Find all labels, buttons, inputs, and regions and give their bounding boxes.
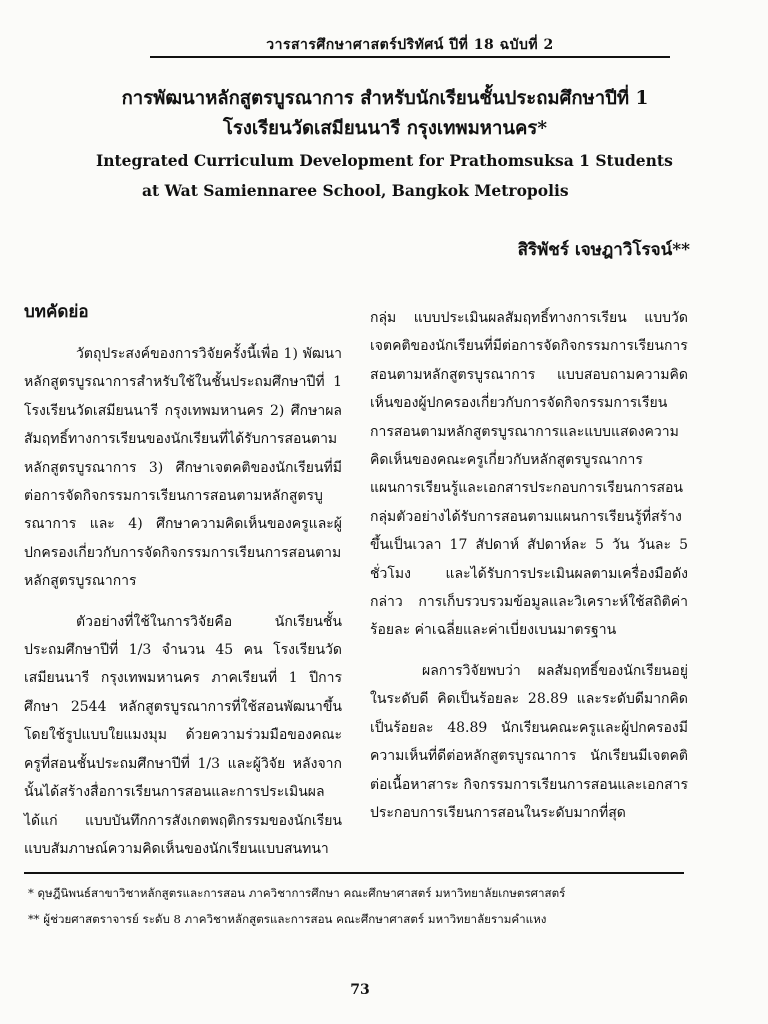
title-th-line-1: การพัฒนาหลักสูตรบูรณาการ สำหรับนักเรียนชั้นประถมศึกษาปีที่ 1 xyxy=(121,88,649,109)
footnote-dissertation: * ดุษฎีนิพนธ์สาขาวิชาหลักสูตรและการสอน ภาควิชาการศึกษา คณะศึกษาศาสตร์ มหาวิทยาลัยเกษตรศาสตร์ xyxy=(28,886,566,900)
abstract-paragraph-sample: ตัวอย่างที่ใช้ในการวิจัยคือ นักเรียนชั้นประถมศึกษาปีที่ 1/3 จำนวน 45 คน โรงเรียนวัดเสมียนนารี กรุงเทพมหานคร ภาคเรียนที่ 1 ปีการศึกษา 2544 หลักสูตรบูรณาการที่ใช้สอนพัฒนาขึ้นโดยใช้รูปแบบใยแมงมุม ด้วยความร่วมมือของคณะครูที่สอนชั้นประถมศึกษาปีที่ 1/3 และผู้วิจัย หลังจากนั้นได้สร้างสื่อการเรียนการสอนและการประเมินผล ได้แก่ แบบบันทึกการสังเกตพฤติกรรมของนักเรียน แบบสัมภาษณ์ความคิดเห็นของนักเรียนแบบสนทนา xyxy=(24,613,342,857)
article-title-english xyxy=(96,146,696,206)
title-en-line-1: Integrated Curriculum Development for Prathomsuksa 1 Students xyxy=(96,151,673,170)
abstract-paragraph-results: ผลการวิจัยพบว่า ผลสัมฤทธิ์ของนักเรียนอยู่ในระดับดี คิดเป็นร้อยละ 28.89 และระดับดีมากคิดเป็นร้อยละ 48.89 นักเรียนคณะครูและผู้ปกครองมีความเห็นที่ดีต่อหลักสูตรบูรณาการ นักเรียนมีเจตคติต่อเนื้อหาสาระ กิจกรรมการเรียนการสอนและเอกสารประกอบการเรียนการสอนในระดับมากที่สุด xyxy=(370,662,688,821)
title-th-line-2: โรงเรียนวัดเสมียนนารี กรุงเทพมหานคร* xyxy=(222,118,548,139)
abstract-heading: บทคัดย่อ xyxy=(24,302,89,322)
abstract-paragraph-instruments: กลุ่ม แบบประเมินผลสัมฤทธิ์ทางการเรียน แบบวัดเจตคติของนักเรียนที่มีต่อการจัดกิจกรรมการเรียนการสอนตามหลักสูตรบูรณาการ แบบสอบถามความคิดเห็นของผู้ปกครองเกี่ยวกับการจัดกิจกรรมการเรียนการสอนตามหลักสูตรบูรณาการและแบบแสดงความคิดเห็นของคณะครูเกี่ยวกับหลักสูตรบูรณาการ แผนการเรียนรู้และเอกสารประกอบการเรียนการสอน กลุ่มตัวอย่างได้รับการสอนตามแผนการเรียนรู้ที่สร้างขึ้นเป็นเวลา 17 สัปดาห์ สัปดาห์ละ 5 วัน วันละ 5 ชั่วโมง และได้รับการประเมินผลตามเครื่องมือดังกล่าว การเก็บรวบรวมข้อมูลและวิเคราะห์ใช้สถิติค่าร้อยละ ค่าเฉลี่ยและค่าเบี่ยงเบนมาตรฐาน xyxy=(370,310,688,639)
footnote-author-affiliation: ** ผู้ช่วยศาสตราจารย์ ระดับ 8 ภาควิชาหลักสูตรและการสอน คณะศึกษาศาสตร์ มหาวิทยาลัยรามคำแหง xyxy=(28,912,547,926)
right-column xyxy=(370,304,688,827)
left-column xyxy=(24,298,342,863)
page-number: 73 xyxy=(350,982,370,998)
footnote-rule xyxy=(24,872,684,874)
header-rule xyxy=(150,56,670,58)
author-name: สิริพัชร์ เจษฎาวิโรจน์** xyxy=(517,240,690,260)
abstract-paragraph-objectives: วัตถุประสงค์ของการวิจัยครั้งนี้เพื่อ 1) พัฒนาหลักสูตรบูรณาการสำหรับใช้ในชั้นประถมศึกษาปีที่ 1 โรงเรียนวัดเสมียนนารี กรุงเทพมหานคร 2) ศึกษาผลสัมฤทธิ์ทางการเรียนของนักเรียนที่ได้รับการสอนตามหลักสูตรบูรณาการ 3) ศึกษาเจตคติของนักเรียนที่มีต่อการจัดกิจกรรมการเรียนการสอนตามหลักสูตรบูรณาการ และ 4) ศึกษาความคิดเห็นของครูและผู้ปกครองเกี่ยวกับการจัดกิจกรรมการเรียนการสอนตามหลักสูตรบูรณาการ xyxy=(24,346,342,590)
journal-header: วารสารศึกษาศาสตร์ปริทัศน์ ปีที่ 18 ฉบับที่ 2 xyxy=(266,37,554,53)
footnotes xyxy=(28,880,718,932)
article-title-thai xyxy=(40,84,730,144)
title-en-line-2: at Wat Samiennaree School, Bangkok Metropolis xyxy=(142,181,569,200)
